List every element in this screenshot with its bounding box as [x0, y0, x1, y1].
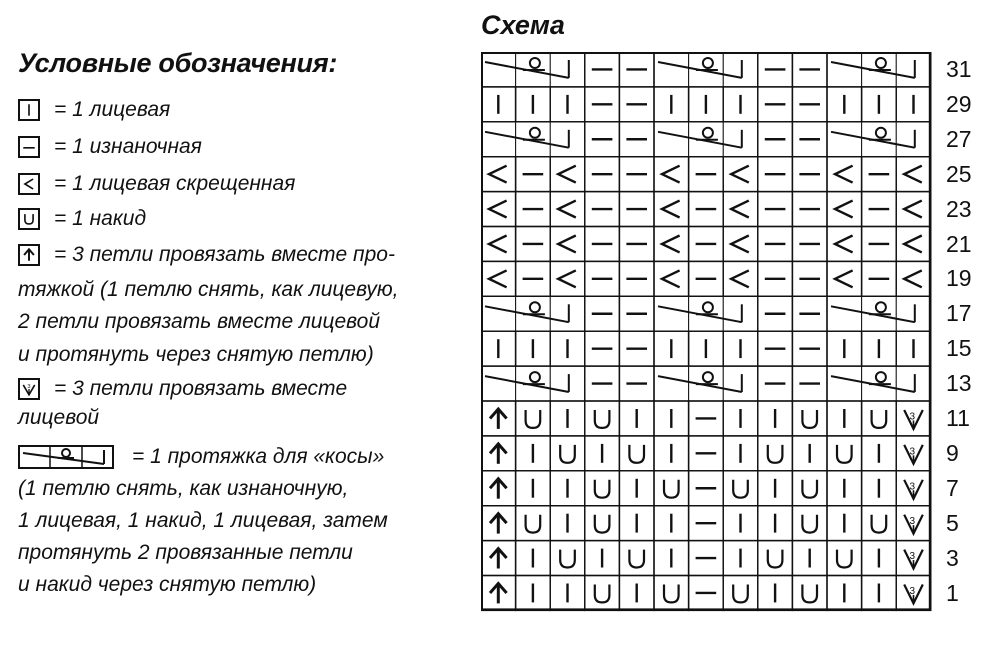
- twisted-knit-icon: [18, 173, 40, 195]
- sk2p-icon: [18, 244, 40, 266]
- legend-text-knit: = 1 лицевая: [54, 98, 171, 121]
- row-number-5: 5: [946, 509, 959, 536]
- row-number-23: 23: [946, 195, 972, 222]
- legend-text-twisted: = 1 лицевая скрещенная: [54, 172, 296, 195]
- svg-text:3: 3: [909, 585, 916, 597]
- row-number-9: 9: [946, 439, 959, 466]
- row-number-27: 27: [946, 125, 972, 152]
- row-number-1: 1: [946, 579, 959, 606]
- legend-text-sk2p-1: = 3 петли провязать вместе про-: [54, 243, 395, 266]
- knit-icon: [18, 99, 40, 121]
- row-number-7: 7: [946, 474, 959, 501]
- svg-text:3: 3: [909, 411, 916, 423]
- row-number-31: 31: [946, 56, 972, 82]
- row-number-11: 11: [946, 405, 970, 431]
- purl-icon: [18, 136, 40, 158]
- row-number-21: 21: [946, 230, 972, 257]
- legend-text-yarn-over: = 1 накид: [54, 207, 147, 230]
- legend-text-braid-1: = 1 протяжка для «косы»: [132, 445, 385, 468]
- svg-text:3: 3: [909, 551, 916, 563]
- row-number-15: 15: [946, 335, 972, 362]
- row-number-3: 3: [946, 544, 959, 571]
- legend-text-purl: = 1 изнаночная: [54, 135, 202, 158]
- legend-text-k3tog-2: лицевой: [18, 406, 100, 429]
- row-number-29: 29: [946, 90, 972, 117]
- legend-title: Условные обозначения:: [18, 48, 338, 78]
- legend-text-sk2p-2: тяжкой (1 петлю снять, как лицевую,: [18, 278, 399, 301]
- legend-text-braid-5: и накид через снятую петлю): [18, 573, 317, 596]
- legend-text-braid-4: протянуть 2 провязанные петли: [18, 541, 353, 564]
- svg-text:3: 3: [909, 446, 916, 458]
- legend-item-twisted: [18, 170, 295, 198]
- legend-item-k3tog: [18, 375, 347, 403]
- legend-item-braid: [18, 443, 384, 471]
- row-number-17: 17: [946, 300, 972, 327]
- yarn-over-icon: [18, 208, 40, 230]
- legend-text-sk2p-4: и протянуть через снятую петлю): [18, 343, 374, 366]
- svg-text:3: 3: [909, 516, 916, 528]
- k3tog-icon: [18, 378, 40, 400]
- knitting-chart: [481, 52, 941, 617]
- row-number-25: 25: [946, 160, 972, 187]
- svg-text:3: 3: [27, 384, 31, 391]
- legend-text-k3tog-1: = 3 петли провязать вместе: [54, 377, 348, 400]
- legend-text-braid-3: 1 лицевая, 1 накид, 1 лицевая, затем: [18, 509, 388, 532]
- legend-item-purl: [18, 133, 202, 161]
- svg-text:3: 3: [909, 481, 916, 493]
- chart-title: Схема: [481, 10, 565, 40]
- legend-text-sk2p-3: 2 петли провязать вместе лицевой: [18, 310, 381, 333]
- legend-item-yarn-over: [18, 205, 146, 233]
- legend-text-braid-2: (1 петлю снять, как изнаночную,: [18, 477, 349, 500]
- row-number-19: 19: [946, 265, 972, 292]
- braid-pass-icon: [18, 445, 114, 469]
- legend-item-knit: [18, 96, 170, 124]
- legend-item-sk2p: [18, 241, 395, 269]
- row-number-13: 13: [946, 370, 972, 397]
